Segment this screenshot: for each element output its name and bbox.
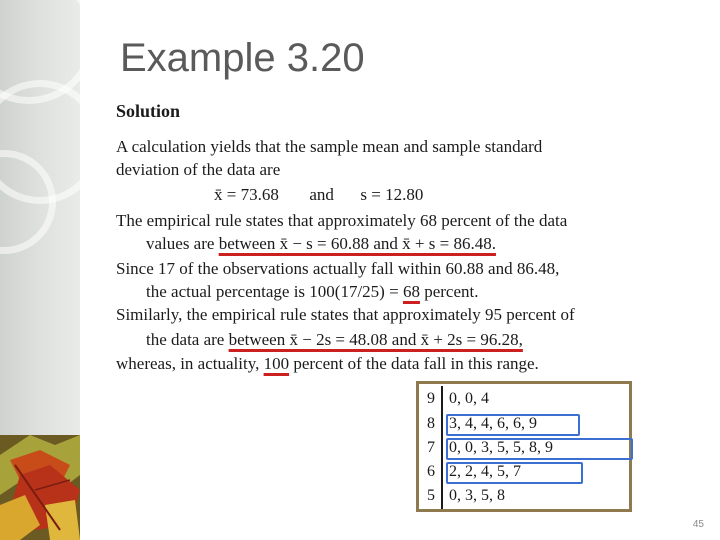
solution-line-6: Since 17 of the observations actually fall within 60.88 and 86.48, (116, 259, 560, 278)
mean-value: x̄ = 73.68 (214, 185, 279, 204)
stem-and-leaf-plot (416, 381, 632, 512)
solution-line-7: the actual percentage is 100(17/25) = 68 percent. (146, 282, 479, 301)
solution-line-1: A calculation yields that the sample mean and sample standard (116, 137, 543, 156)
solution-line-10: whereas, in actuality, 100 percent of the data fall in this range. (116, 354, 539, 373)
leaf-values: 3, 4, 4, 6, 6, 9 (449, 415, 537, 432)
slide-title: Example 3.20 (120, 36, 365, 80)
and-text: and (309, 185, 334, 204)
leaf-values: 0, 0, 4 (449, 390, 489, 407)
leaf-values: 2, 2, 4, 5, 7 (449, 463, 521, 480)
solution-line-2: deviation of the data are (116, 160, 281, 179)
solution-line-5: values are between x̄ − s = 60.88 and x̄ + s = 86.48. (146, 234, 496, 253)
solution-line-9: the data are between x̄ − 2s = 48.08 and x̄ + 2s = 96.28, (146, 330, 523, 349)
decorative-sidebar (0, 0, 80, 540)
solution-heading: Solution (116, 101, 181, 121)
stem-divider (441, 386, 443, 509)
solution-line-8: Similarly, the empirical rule states that approximately 95 percent of (116, 305, 575, 324)
underlined-100: 100 (263, 354, 290, 373)
underlined-68: 68 (402, 282, 420, 301)
leaf-values: 0, 0, 3, 5, 5, 8, 9 (449, 439, 553, 456)
stem-value: 9 (427, 390, 435, 407)
sd-value: s = 12.80 (360, 185, 424, 204)
underlined-range-2sd: between x̄ − 2s = 48.08 and x̄ + 2s = 96.28, (228, 330, 523, 349)
underlined-range-1sd: between x̄ − s = 60.88 and x̄ + s = 86.48. (218, 234, 496, 253)
stem-value: 5 (427, 487, 435, 504)
solution-line-3 (214, 185, 423, 205)
stem-value: 8 (427, 415, 435, 432)
leaf-values: 0, 3, 5, 8 (449, 487, 505, 504)
autumn-leaves-image (0, 435, 80, 540)
stem-value: 6 (427, 463, 435, 480)
solution-line-4: The empirical rule states that approximately 68 percent of the data (116, 211, 568, 230)
stem-value: 7 (427, 439, 435, 456)
page-number: 45 (692, 519, 704, 530)
